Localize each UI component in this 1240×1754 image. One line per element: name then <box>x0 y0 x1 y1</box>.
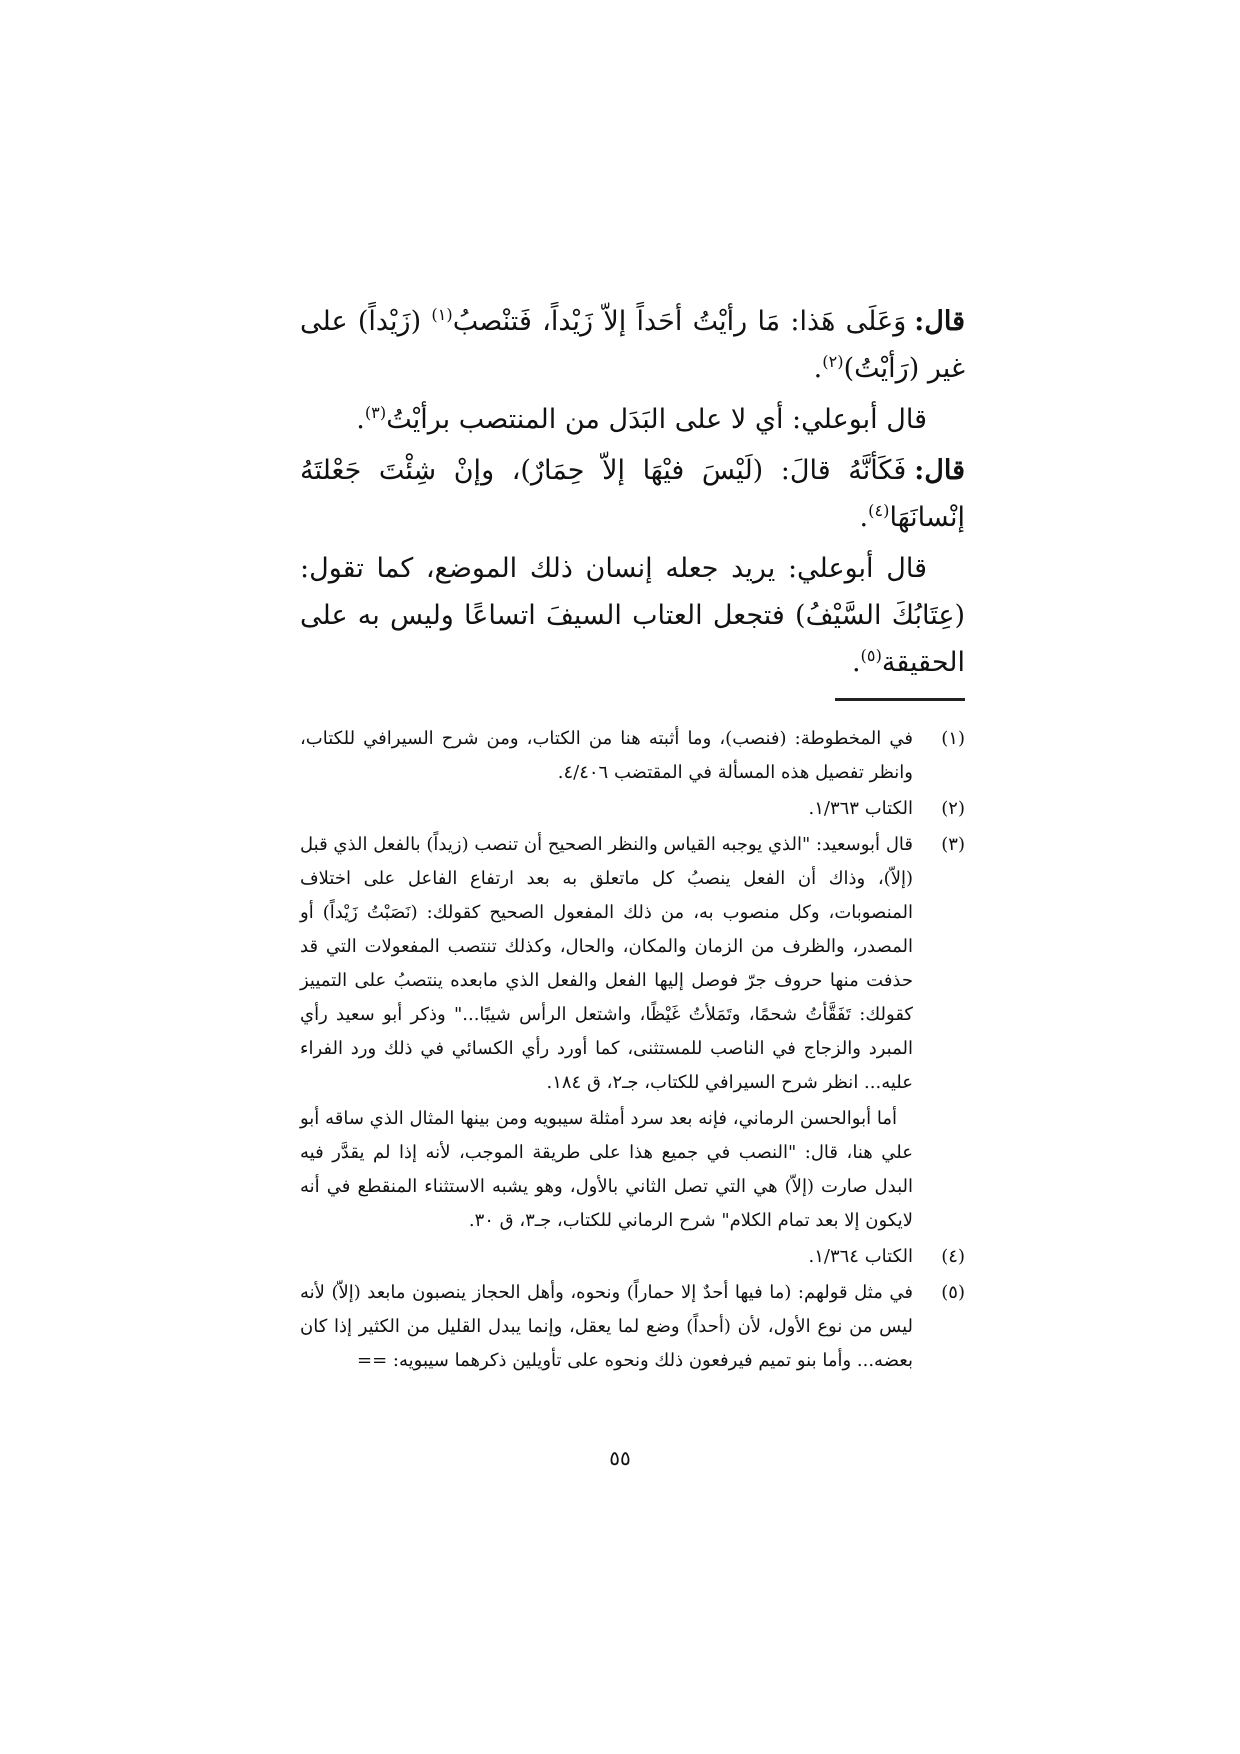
footnote-ref: (١) <box>431 305 453 324</box>
page-number: ٥٥ <box>609 1446 631 1470</box>
paragraph-lead: قال: <box>914 306 965 337</box>
footnote-text: في مثل قولهم: (ما فيها أحدٌ إلا حماراً) ونحوه، وأهل الحجاز ينصبون مابعد (إلاّ) لأنه ليس من نوع الأول، لأن (أحداً) وضع لما يعقل، وإنما يبدل القليل من الكثير إذا كان بعضه... وأما بنو تميم فيرفعون ذلك ونحوه على تأويلين ذكرهما سيبويه: == <box>300 1282 913 1371</box>
footnote-ref: (٥) <box>860 646 882 665</box>
footnote-ref: (٢) <box>822 352 844 371</box>
paragraph-text: (زَيْداً) على غير (رَأيْتُ) <box>300 306 965 384</box>
footnote <box>300 792 965 826</box>
footnote-text: في المخطوطة: (فنصب)، وما أثبته هنا من الكتاب، ومن شرح السيرافي للكتاب، وانظر تفصيل هذه المسألة في المقتضب ٤/٤٠٦. <box>300 728 913 783</box>
footnote-ref: (٤) <box>868 501 890 520</box>
paragraph-text: قال أبوعلي: أي لا على البَدَل من المنتصب برأيْتُ <box>386 404 927 435</box>
footnote <box>300 722 965 790</box>
paragraph-text: وَعَلَى هَذا: مَا رأيْتُ أحَداً إلاّ زَيْداً، فَتنْصبُ <box>452 306 907 337</box>
footnote-number: (٤) <box>941 1246 965 1267</box>
footnote <box>300 1276 965 1378</box>
footnote-number: (١) <box>941 728 965 749</box>
footnote-number: (٥) <box>941 1282 965 1303</box>
footnotes-section <box>300 722 965 1380</box>
paragraph-text: قال أبوعلي: يريد جعله إنسان ذلك الموضع، كما تقول: (عِتَابُكَ السَّيْفُ) فتجعل العتاب السيفَ اتساعًا وليس به على الحقيقة <box>300 553 965 678</box>
footnote-text: قال أبوسعيد: "الذي يوجبه القياس والنظر الصحيح أن تنصب (زيداً) بالفعل الذي قبل (إلاّ)، وذاك أن الفعل ينصبُ كل ماتعلق به بعد ارتفاع الفاعل على اختلاف المنصوبات، وكل منصوب به، من ذلك المفعول الصحيح كقولك: (نَصَبْتُ زَيْداً) أو المصدر، والظرف من الزمان والمكان، والحال، وكذلك تنتصب المفعولات التي قد حذفت منها حروف جرّ فوصل إليها الفعل والفعل الذي مابعده ينتصبُ على التمييز كقولك: تَفَقَّأتُ شحمًا، وتَمَلأتُ غَيْظًا، واشتعل الرأس شيبًا..." وذكر أبو سعيد رأي المبرد والزجاج في الناصب للمستثنى، كما أورد رأي الكسائي في ذلك ورد الفراء عليه... انظر شرح السيرافي للكتاب، جـ٢، ق ١٨٤. <box>300 834 913 1093</box>
footnote-divider <box>835 698 965 701</box>
paragraph-text: . <box>813 353 823 384</box>
paragraph-2 <box>300 396 965 443</box>
footnote-text: الكتاب ١/٣٦٤. <box>808 1246 913 1267</box>
paragraph-3 <box>300 447 965 541</box>
footnote <box>300 828 965 1100</box>
footnote-number: (٣) <box>941 834 965 855</box>
main-text <box>300 298 965 690</box>
paragraph-4 <box>300 545 965 686</box>
paragraph-text: . <box>356 404 365 435</box>
footnote-number: (٢) <box>941 798 965 819</box>
paragraph-text: . <box>859 502 869 533</box>
paragraph-1 <box>300 298 965 392</box>
paragraph-text: . <box>851 647 861 678</box>
footnote-continuation: أما أبوالحسن الرماني، فإنه بعد سرد أمثلة سيبويه ومن بينها المثال الذي ساقه أبو علي هنا، قال: "النصب في جميع هذا على طريقة الموجب، لأنه إذا لم يقدَّر فيه البدل صارت (إلاّ) هي التي تصل الثاني بالأول، وهو يشبه الاستثناء المنقطع في أنه لايكون إلا بعد تمام الكلام" شرح الرماني للكتاب، جـ٣، ق ٣٠. <box>300 1108 913 1231</box>
paragraph-text: فَكَأنَّهُ قالَ: (لَيْسَ فيْهَا إلاّ حِمَارٌ)، وإنْ شِئْتَ جَعْلتَهُ إنْسانَهَا <box>300 455 965 533</box>
footnote <box>300 1240 965 1274</box>
paragraph-lead: قال: <box>914 455 965 486</box>
footnote-ref: (٣) <box>364 403 387 422</box>
footnote-text: الكتاب ١/٣٦٣. <box>808 798 913 819</box>
